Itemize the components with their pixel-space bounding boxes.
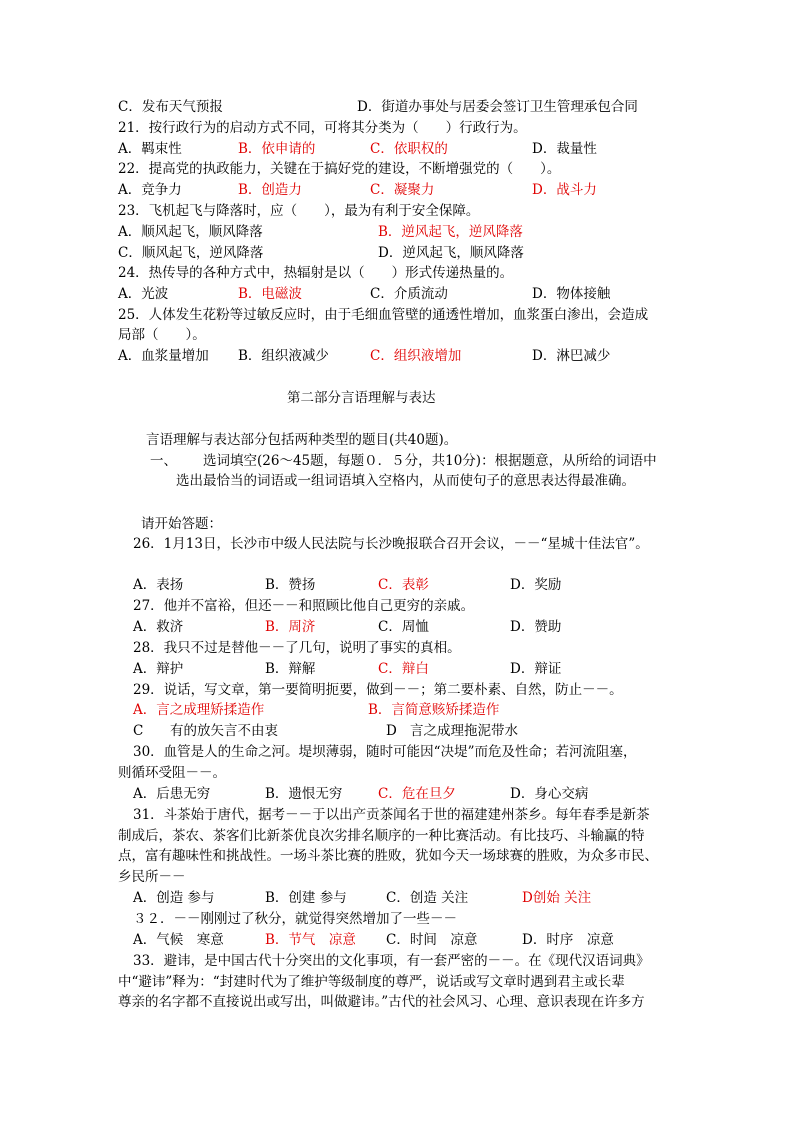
- q28-option-a: A．辩护: [133, 661, 184, 677]
- q27-option-c: C．周恤: [378, 619, 429, 635]
- q31-option-b: B．创建 参与: [265, 890, 347, 906]
- q27-option-d: D．赞助: [510, 619, 562, 635]
- section1-number: 一、: [150, 453, 177, 469]
- q31-stem-line2: 制成后，茶农、茶客们比新茶优良次劣排名顺序的一种比赛活动。有比技巧、斗输赢的特: [118, 828, 645, 844]
- q26-option-a: A．表扬: [133, 577, 184, 593]
- q21-stem: 21．按行政行为的启动方式不同，可将其分类为（ ）行政行为。: [118, 120, 527, 136]
- q26-option-c: C．表彰: [378, 577, 429, 593]
- q28-option-c: C．辩白: [378, 661, 429, 677]
- q22-stem: 22．提高党的执政能力，关键在于搞好党的建设，不断增强党的（ ）。: [118, 161, 561, 177]
- q33-stem-line3: 尊亲的名字都不直接说出或写出，叫做避讳。”古代的社会风习、心理、意识表现在许多方: [118, 994, 645, 1010]
- q33-stem-line1: 33．避讳，是中国古代十分突出的文化事项，有一套严密的－－。在《现代汉语词典》: [133, 953, 650, 969]
- q22-option-a: A．竞争力: [118, 182, 182, 198]
- q25-option-b: B．组织液减少: [238, 348, 329, 364]
- q32-option-c: C．时间 凉意: [386, 932, 478, 948]
- q29-option-a: A．言之成理矫揉造作: [133, 702, 265, 718]
- q23-stem: 23．飞机起飞与降落时，应（ ），最为有利于安全保障。: [118, 203, 480, 219]
- q30-option-c: C．危在旦夕: [378, 786, 456, 802]
- q31-option-a: A．创造 参与: [133, 890, 215, 906]
- q29-option-b: B．言简意赅矫揉造作: [368, 702, 500, 718]
- q21-option-b: B．依申请的: [238, 141, 316, 157]
- q23-option-c: C．顺风起飞，逆风降落: [118, 245, 264, 261]
- part2-intro: 言语理解与表达部分包括两种类型的题目(共40题)。: [146, 432, 458, 448]
- q31-option-d: D创始 关注: [522, 890, 592, 906]
- q25-option-c: C．组织液增加: [370, 348, 462, 364]
- q20-option-d: D．街道办事处与居委会签订卫生管理承包合同: [357, 99, 638, 115]
- q25-stem-line2: 局部（ ）。: [118, 327, 206, 343]
- q31-stem-line4: 乡民所－－: [118, 869, 186, 885]
- q31-option-c: C．创造 关注: [386, 890, 469, 906]
- q23-option-b: B．逆风起飞，逆风降落: [378, 224, 523, 240]
- q32-option-d: D．时序 凉意: [522, 932, 614, 948]
- q30-option-d: D．身心交病: [510, 786, 589, 802]
- q32-option-a: A．气候 寒意: [133, 932, 224, 948]
- q27-option-a: A．救济: [133, 619, 184, 635]
- q24-stem: 24．热传导的各种方式中，热辐射是以（ ）形式传递热量的。: [118, 265, 514, 281]
- q21-option-c: C．依职权的: [370, 141, 448, 157]
- start-answering: 请开始答题：: [141, 516, 222, 532]
- q27-stem: 27．他并不富裕，但还－－和照顾比他自己更穷的亲戚。: [133, 598, 475, 614]
- q26-option-b: B．赞扬: [265, 577, 316, 593]
- part2-title: 第二部分言语理解与表达: [287, 390, 436, 406]
- q25-stem-line1: 25．人体发生花粉等过敏反应时，由于毛细血管壁的通透性增加，血浆蛋白渗出，会造成: [118, 307, 649, 323]
- q29-option-d: 言之成理拖泥带水: [410, 723, 518, 739]
- q25-option-a: A．血浆量增加: [118, 348, 209, 364]
- q30-option-a: A．后患无穷: [133, 786, 211, 802]
- q32-stem: ３２．－－刚刚过了秋分，就觉得突然增加了一些－－: [133, 911, 457, 927]
- q23-option-a: A．顺风起飞，顺风降落: [118, 224, 263, 240]
- q26-option-d: D．奖励: [510, 577, 562, 593]
- q25-option-d: D．淋巴减少: [532, 348, 611, 364]
- q30-stem-line1: 30．血管是人的生命之河。堤坝薄弱，随时可能因“决堤”而危及性命；若河流阻塞，: [133, 744, 637, 760]
- q29-option-d-letter: D: [386, 723, 397, 739]
- q26-stem: 26．1月13日，长沙市中级人民法院与长沙晚报联合召开会议，－－“星城十佳法官”。: [133, 536, 649, 552]
- q22-option-c: C．凝聚力: [370, 182, 435, 198]
- q29-option-c-letter: C: [133, 723, 144, 739]
- q31-stem-line1: 31．斗茶始于唐代，据考－－于以出产贡茶闻名于世的福建建州茶乡。每年春季是新茶: [133, 807, 650, 823]
- q33-stem-line2: 中“避讳”释为：“封建时代为了维护等级制度的尊严，说话或写文章时遇到君主或长辈: [118, 974, 625, 990]
- q30-stem-line2: 则循环受阻－－。: [118, 765, 226, 781]
- q24-option-d: D．物体接触: [532, 286, 611, 302]
- q24-option-b: B．电磁波: [238, 286, 302, 302]
- q21-option-d: D．裁量性: [532, 141, 597, 157]
- q29-option-c: 有的放矢言不由衷: [170, 723, 278, 739]
- q28-option-d: D．辩证: [510, 661, 562, 677]
- section1-instructions-line2: 选出最恰当的词语或一组词语填入空格内，从而使句子的意思表达得最准确。: [176, 473, 635, 489]
- section1-instructions-line1: 选词填空(26～45题，每题０．５分，共10分)：根据题意，从所给的词语中: [203, 453, 657, 469]
- q24-option-a: A．光波: [118, 286, 169, 302]
- q28-option-b: B．辩解: [265, 661, 316, 677]
- q29-stem: 29．说话，写文章，第一要简明扼要，做到－－；第二要朴素、自然，防止－－。: [133, 682, 623, 698]
- q30-option-b: B．遗恨无穷: [265, 786, 343, 802]
- q24-option-c: C．介质流动: [370, 286, 448, 302]
- q22-option-d: D．战斗力: [532, 182, 597, 198]
- q31-stem-line3: 点，富有趣味性和挑战性。一场斗茶比赛的胜败，犹如今天一场球赛的胜败，为众多市民、: [118, 848, 658, 864]
- q28-stem: 28．我只不过是替他－－了几句，说明了事实的真相。: [133, 640, 461, 656]
- q32-option-b: B．节气 凉意: [265, 932, 356, 948]
- q20-option-c: C．发布天气预报: [118, 99, 223, 115]
- q23-option-d: D．逆风起飞，顺风降落: [378, 245, 524, 261]
- q27-option-b: B．周济: [265, 619, 316, 635]
- q22-option-b: B．创造力: [238, 182, 302, 198]
- q21-option-a: A．羁束性: [118, 141, 182, 157]
